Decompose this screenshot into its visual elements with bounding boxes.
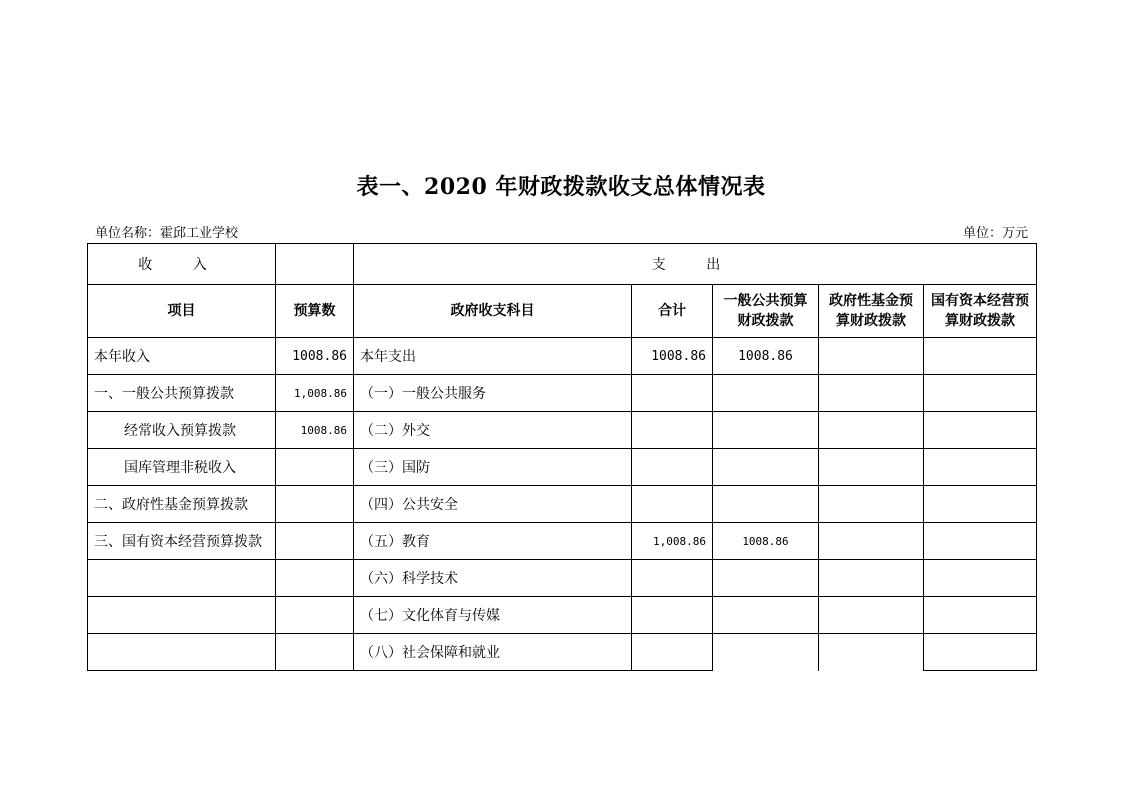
expense-capital [924, 560, 1037, 597]
header-income-blank [276, 244, 354, 285]
expense-fund [819, 412, 924, 449]
expense-item: （三）国防 [354, 449, 632, 486]
expense-general [713, 486, 819, 523]
unit-name: 单位名称：霍邱工业学校 [95, 226, 239, 241]
header-state-capital: 国有资本经营预算财政拨款 [924, 285, 1037, 338]
header-income: 收 入 [88, 244, 276, 285]
header-row-2 [88, 285, 1037, 338]
income-item [88, 634, 276, 671]
expense-capital [924, 338, 1037, 375]
expense-fund [819, 560, 924, 597]
header-expense: 支 出 [354, 244, 1037, 285]
expense-item: （五）教育 [354, 523, 632, 560]
expense-fund [819, 375, 924, 412]
income-item: 一、一般公共预算拨款 [88, 375, 276, 412]
page-title: 表一、2020 年财政拨款收支总体情况表 [356, 174, 766, 200]
expense-fund [819, 597, 924, 634]
income-item [88, 560, 276, 597]
expense-capital [924, 449, 1037, 486]
income-value [276, 523, 354, 560]
expense-fund [819, 523, 924, 560]
income-value: 1008.86 [276, 338, 354, 375]
header-row-1 [88, 244, 1037, 285]
income-value [276, 449, 354, 486]
expense-general [713, 449, 819, 486]
income-value: 1,008.86 [276, 375, 354, 412]
unit-currency: 单位：万元 [962, 226, 1028, 241]
expense-total [632, 412, 713, 449]
expense-capital [924, 375, 1037, 412]
expense-item: （二）外交 [354, 412, 632, 449]
expense-item: （六）科学技术 [354, 560, 632, 597]
expense-fund [819, 486, 924, 523]
header-gov-fund: 政府性基金预算财政拨款 [819, 285, 924, 338]
expense-capital [924, 634, 1037, 671]
income-item: 二、政府性基金预算拨款 [88, 486, 276, 523]
table-row [88, 634, 1037, 671]
expense-capital [924, 486, 1037, 523]
expense-capital [924, 412, 1037, 449]
income-item: 国库管理非税收入 [88, 449, 276, 486]
expense-capital [924, 597, 1037, 634]
table-row [88, 338, 1037, 375]
income-value [276, 597, 354, 634]
expense-total [632, 560, 713, 597]
expense-fund [819, 449, 924, 486]
expense-general [713, 560, 819, 597]
header-total: 合计 [632, 285, 713, 338]
income-item [88, 597, 276, 634]
header-budget: 预算数 [276, 285, 354, 338]
expense-general [713, 412, 819, 449]
header-item: 项目 [88, 285, 276, 338]
expense-total [632, 486, 713, 523]
table-row [88, 412, 1037, 449]
table-row [88, 486, 1037, 523]
income-value [276, 560, 354, 597]
income-value: 1008.86 [276, 412, 354, 449]
header-general-budget: 一般公共预算财政拨款 [713, 285, 819, 338]
header-gov-category: 政府收支科目 [354, 285, 632, 338]
expense-item: （四）公共安全 [354, 486, 632, 523]
income-value [276, 486, 354, 523]
expense-fund [819, 634, 924, 671]
expense-general: 1008.86 [713, 523, 819, 560]
expense-total [632, 449, 713, 486]
expense-total [632, 634, 713, 671]
expense-general [713, 634, 819, 671]
income-item: 三、国有资本经营预算拨款 [88, 523, 276, 560]
expense-item: （八）社会保障和就业 [354, 634, 632, 671]
expense-total [632, 375, 713, 412]
income-item: 本年收入 [88, 338, 276, 375]
expense-total [632, 597, 713, 634]
income-value [276, 634, 354, 671]
expense-capital [924, 523, 1037, 560]
table-row [88, 560, 1037, 597]
table-row [88, 449, 1037, 486]
income-item: 经常收入预算拨款 [88, 412, 276, 449]
expense-total: 1,008.86 [632, 523, 713, 560]
budget-table [87, 243, 1037, 671]
expense-item: （一）一般公共服务 [354, 375, 632, 412]
expense-item: （七）文化体育与传媒 [354, 597, 632, 634]
table-row [88, 375, 1037, 412]
table-row [88, 523, 1037, 560]
expense-general [713, 375, 819, 412]
table-row [88, 597, 1037, 634]
expense-item: 本年支出 [354, 338, 632, 375]
expense-total: 1008.86 [632, 338, 713, 375]
expense-general: 1008.86 [713, 338, 819, 375]
expense-general [713, 597, 819, 634]
expense-fund [819, 338, 924, 375]
